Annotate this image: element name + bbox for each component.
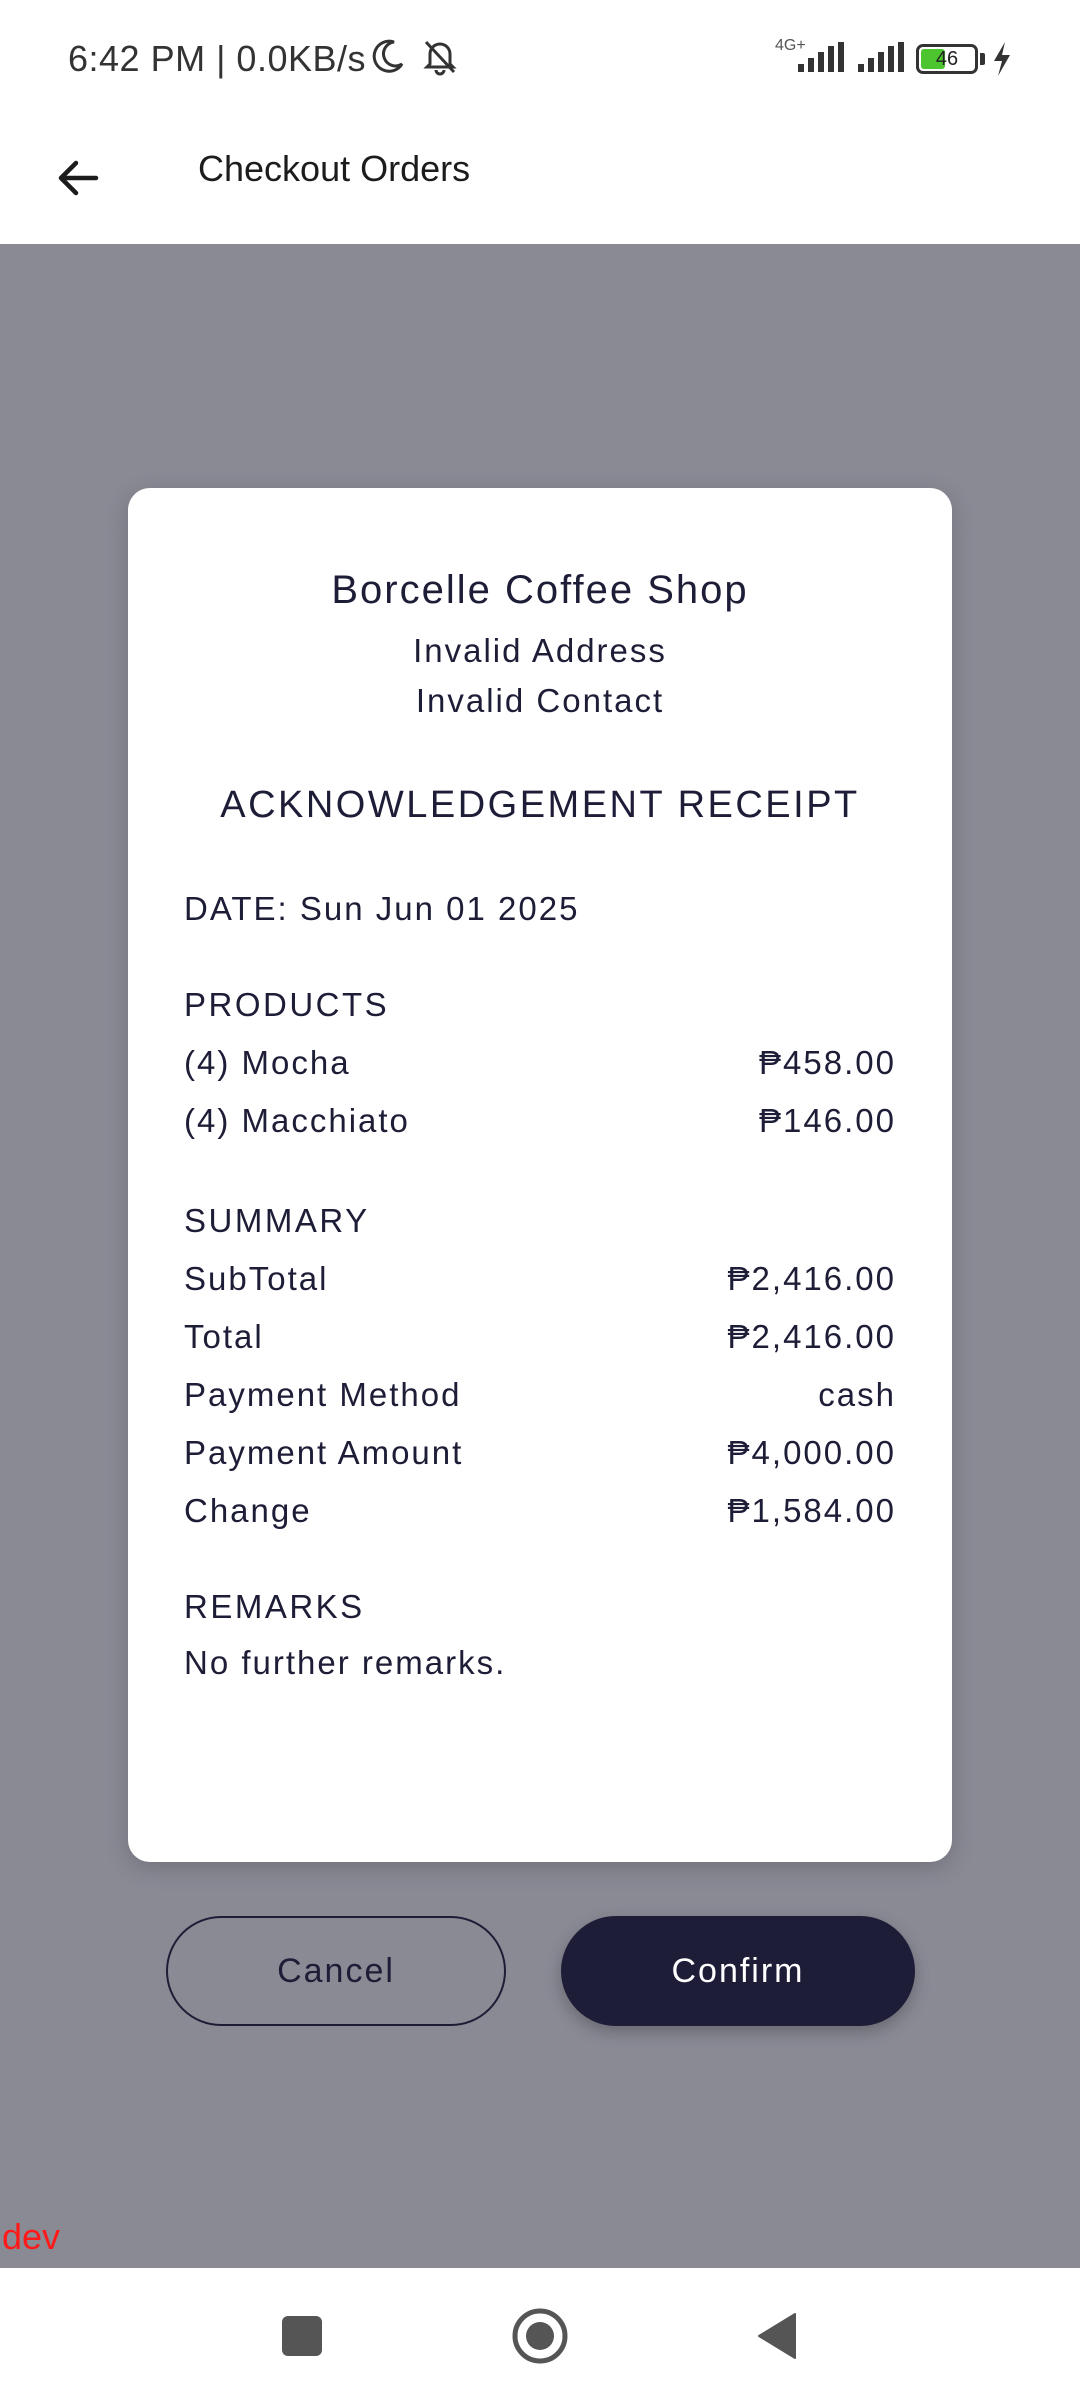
summary-label: Change xyxy=(184,1492,312,1529)
cancel-button[interactable]: Cancel xyxy=(166,1916,506,2026)
triangle-back-icon xyxy=(755,2311,799,2361)
summary-row-payment-method xyxy=(184,1376,896,1422)
environment-label: dev xyxy=(2,2216,61,2257)
home-button[interactable] xyxy=(508,2304,572,2368)
app-bar xyxy=(0,118,1080,244)
receipt-title: ACKNOWLEDGEMENT RECEIPT xyxy=(220,784,860,826)
battery-tip xyxy=(980,53,985,65)
product-label: (4) Mocha xyxy=(184,1044,351,1081)
summary-value: cash xyxy=(818,1376,896,1413)
signal-strength-icon xyxy=(796,42,846,79)
charging-bolt-icon xyxy=(990,40,1014,83)
system-nav-bar xyxy=(0,2268,1080,2400)
receipt-date: DATE: Sun Jun 01 2025 xyxy=(184,890,580,927)
page-title: Checkout Orders xyxy=(198,148,471,189)
product-price: ₱458.00 xyxy=(759,1044,896,1081)
summary-label: Total xyxy=(184,1318,264,1355)
summary-heading: SUMMARY xyxy=(184,1202,370,1239)
summary-value: ₱4,000.00 xyxy=(727,1434,896,1471)
summary-row-payment-amount xyxy=(184,1434,896,1480)
product-label: (4) Macchiato xyxy=(184,1102,410,1139)
network-type-label: 4G+ xyxy=(775,37,806,54)
system-back-button[interactable] xyxy=(745,2304,809,2368)
square-icon xyxy=(280,2314,324,2358)
receipt-card xyxy=(128,488,952,1862)
back-button[interactable] xyxy=(36,136,120,220)
home-circle-icon xyxy=(510,2306,570,2366)
products-heading: PRODUCTS xyxy=(184,986,390,1023)
summary-value: ₱2,416.00 xyxy=(727,1260,896,1297)
signal-strength-icon xyxy=(856,42,906,79)
shop-address: Invalid Address xyxy=(413,632,667,669)
summary-row-total xyxy=(184,1318,896,1364)
arrow-left-icon xyxy=(52,152,104,204)
status-time: 6:42 PM | 0.0KB/s xyxy=(68,38,366,79)
summary-label: SubTotal xyxy=(184,1260,329,1297)
battery-icon xyxy=(916,44,978,74)
muted-bell-icon xyxy=(420,36,460,81)
product-row xyxy=(184,1102,896,1148)
remarks-text: No further remarks. xyxy=(184,1644,507,1681)
summary-value: ₱1,584.00 xyxy=(727,1492,896,1529)
shop-contact: Invalid Contact xyxy=(415,682,665,719)
shop-name: Borcelle Coffee Shop xyxy=(331,568,749,612)
recent-apps-button[interactable] xyxy=(270,2304,334,2368)
confirm-button[interactable]: Confirm xyxy=(561,1916,915,2026)
summary-label: Payment Method xyxy=(184,1376,462,1413)
summary-value: ₱2,416.00 xyxy=(727,1318,896,1355)
product-price: ₱146.00 xyxy=(759,1102,896,1139)
status-bar xyxy=(0,0,1080,118)
summary-row-change xyxy=(184,1492,896,1538)
product-row xyxy=(184,1044,896,1090)
do-not-disturb-moon-icon xyxy=(368,36,408,81)
summary-label: Payment Amount xyxy=(184,1434,464,1471)
remarks-heading: REMARKS xyxy=(184,1588,365,1625)
summary-row-subtotal xyxy=(184,1260,896,1306)
battery-percent: 46 xyxy=(935,48,959,70)
